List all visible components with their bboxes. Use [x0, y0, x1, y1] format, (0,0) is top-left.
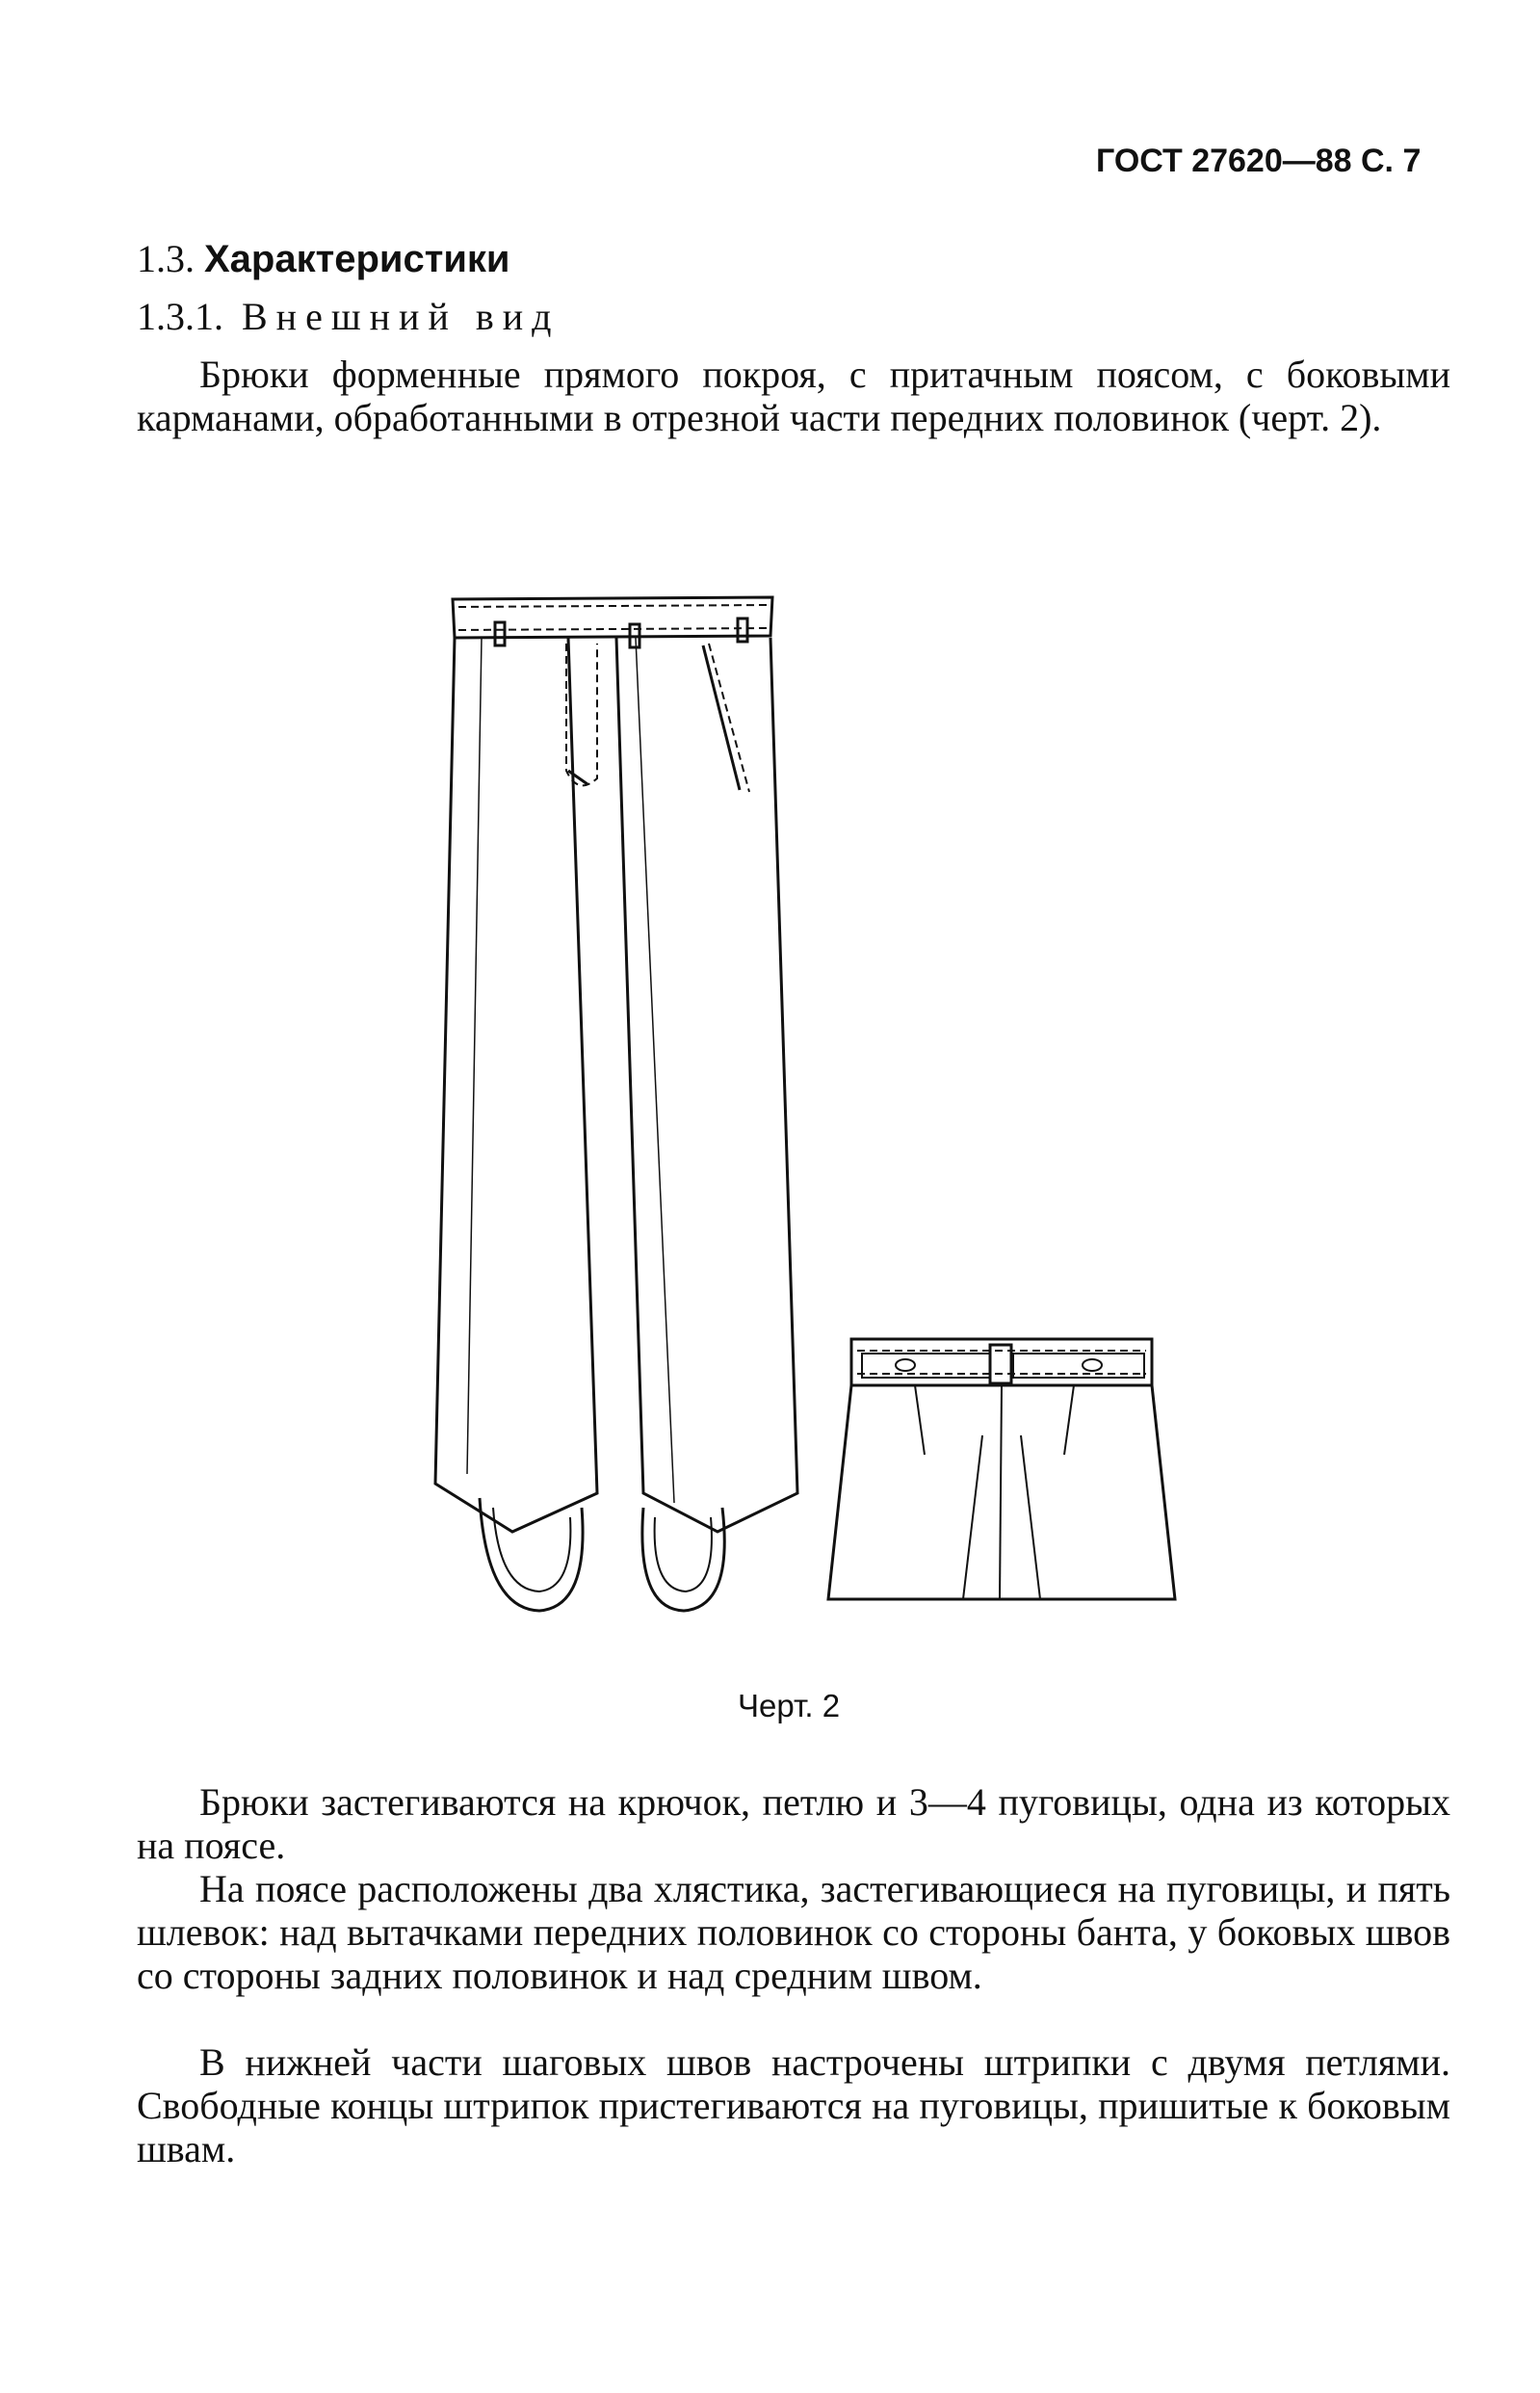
section-number: 1.3.: [137, 237, 195, 280]
subsection-number: 1.3.1.: [137, 295, 223, 338]
back-view: [828, 1339, 1175, 1599]
paragraph-belt: На поясе расположены два хлястика, застегивающиеся на пуговицы, и пять шлевок: над вытачками передних половинок со стороны банта, у боковых швов со стороны задних половинок и над средним швом.: [137, 1867, 1450, 1997]
subsection-title: Внешний вид: [242, 295, 561, 338]
paragraph-stirrups: В нижней части шаговых швов настрочены штрипки с двумя петлями. Свободные концы штрипок пристегиваются на пуговицы, пришитые к боковым швам.: [137, 2040, 1450, 2170]
figure-trousers: [0, 568, 1540, 1652]
subsection-heading: [137, 295, 1450, 338]
trousers-drawing: [0, 568, 1540, 1647]
paragraph-description: Брюки форменные прямого покроя, с притачным поясом, с боковыми карманами, обработанными в отрезной части передних половинок (черт. 2).: [137, 353, 1450, 439]
section-heading: [137, 237, 1450, 281]
figure-caption: Черт. 2: [738, 1688, 841, 1723]
section-title: Характеристики: [204, 238, 510, 280]
page-header: ГОСТ 27620—88 С. 7: [1096, 143, 1422, 179]
paragraph-fastening: Брюки застегиваются на крючок, петлю и 3—4 пуговицы, одна из которых на поясе.: [137, 1780, 1450, 1867]
front-view: [435, 597, 797, 1611]
